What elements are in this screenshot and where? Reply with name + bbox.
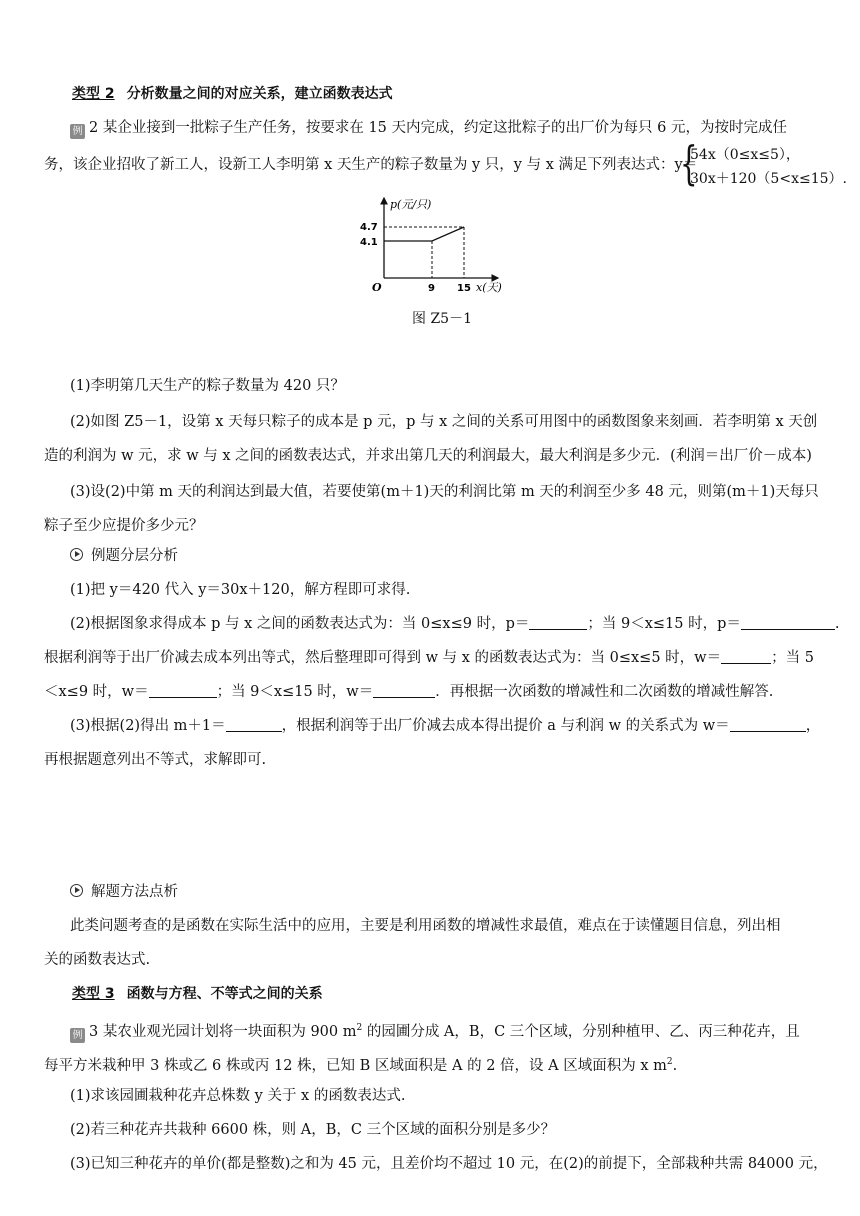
figure-caption: 图 Z5－1: [412, 311, 472, 327]
analysis-line: (2)根据图象求得成本 p 与 x 之间的函数表达式为：当 0≤x≤9 时，p＝ ；当 9＜x≤15 时，p＝ .: [70, 616, 840, 632]
graph-svg: [360, 194, 510, 294]
analysis-line: 再根据题意列出不等式，求解即可.: [44, 752, 267, 768]
analysis-heading-text: 例题分层分析: [91, 548, 178, 564]
analysis-text: 根据利润等于出厂价减去成本列出等式，然后整理即可得到 w 与 x 的函数表达式为：当 0≤x≤5 时，w＝: [44, 650, 722, 666]
section-heading: [72, 84, 848, 104]
analysis-text: (3)根据(2)得出 m＋1＝: [70, 718, 226, 734]
analysis-text: ；当 9＜x≤15 时，w＝: [216, 684, 374, 700]
question: (2)如图 Z5－1，设第 x 天每只粽子的成本是 p 元，p 与 x 之间的关系可用图中的函数图象来刻画．若李明第 x 天创: [70, 414, 818, 430]
question: (1)李明第几天生产的粽子数量为 420 只？: [70, 378, 345, 394]
play-circle-icon: [70, 548, 83, 561]
y-tick-label: 4.1: [360, 237, 378, 248]
answer-blank: [529, 615, 587, 630]
section-title: 函数与方程、不等式之间的关系: [126, 986, 323, 1002]
example-badge: 例: [70, 1028, 85, 1043]
answer-blank: [149, 683, 217, 698]
section-heading: [72, 984, 848, 1004]
origin-label: O: [372, 281, 382, 294]
analysis-text: ＜x≤9 时，w＝: [44, 684, 149, 700]
brace: {: [680, 136, 698, 190]
y-axis-label: p(元/只): [390, 198, 432, 211]
question: (2)若三种花卉共栽种 6600 株，则 A，B，C 三个区域的面积分别是多少？: [70, 1122, 556, 1138]
analysis-text: ．再根据一次函数的增减性和二次函数的增减性解答.: [435, 684, 774, 700]
example-text: 的园圃分成 A，B，C 三个区域，分别种植甲、乙、丙三种花卉，且: [362, 1023, 800, 1040]
method-line: 关的函数表达式.: [44, 952, 151, 968]
example-text: 2 某企业接到一批粽子生产任务，按要求在 15 天内完成，约定这批粽子的出厂价为每只 6 元，为按时完成任: [89, 120, 787, 136]
analysis-line: [44, 682, 820, 702]
cost-graph: [360, 194, 510, 298]
example-line: [70, 118, 846, 139]
method-line: 此类问题考查的是函数在实际生活中的应用，主要是利用函数的增减性求最值，难点在于读懂题目信息，列出相: [70, 918, 781, 934]
answer-blank: [721, 649, 771, 664]
x-tick-label: 15: [457, 283, 471, 294]
method-heading-text: 解题方法点析: [91, 884, 178, 900]
section-title: 分析数量之间的对应关系，建立函数表达式: [126, 86, 393, 102]
section-tag: 类型 3: [72, 986, 115, 1002]
superscript: 2: [356, 1023, 363, 1033]
question: 造的利润为 w 元，求 w 与 x 之间的函数表达式，并求出第几天的利润最大，最大利润是多少元．(利润＝出厂价－成本): [44, 448, 812, 464]
piece-two: 30x＋120（5<x≤15）.: [690, 171, 847, 187]
section-tag: 类型 2: [72, 86, 115, 102]
question: (3)设(2)中第 m 天的利润达到最大值，若要使第(m＋1)天的利润比第 m 天的利润至少多 48 元，则第(m＋1)天每只: [70, 484, 819, 500]
analysis-line: (3)根据(2)得出 m＋1＝ ，根据利润等于出厂价减去成本得出提价 a 与利润 w 的关系式为 w＝ ，: [70, 718, 821, 734]
question: 粽子至少应提价多少元？: [44, 518, 204, 534]
piece-one: 54x（0≤x≤5），: [690, 147, 800, 163]
example-text: 每平方米栽种甲 3 株或乙 6 株或丙 12 株，已知 B 区域面积是 A 的 2 倍，设 A 区域面积为 x m: [44, 1057, 667, 1074]
example-text: 3 某农业观光园计划将一块面积为 900 m: [89, 1023, 357, 1040]
answer-blank: [730, 717, 806, 732]
superscript: 2: [666, 1057, 673, 1067]
cost-line: [384, 227, 464, 241]
question: (3)已知三种花卉的单价(都是整数)之和为 45 元，且差价均不超过 10 元，在(2)的前提下，全部栽种共需 84000 元，: [70, 1156, 828, 1172]
analysis-text: (2)根据图象求得成本 p 与 x 之间的函数表达式为：当 0≤x≤9 时，p＝: [70, 616, 530, 632]
method-heading: [70, 882, 846, 902]
x-axis-label: x(天): [476, 281, 502, 294]
example-badge: 例: [70, 124, 85, 139]
analysis-text: ，根据利润等于出厂价减去成本得出提价 a 与利润 w 的关系式为 w＝: [281, 718, 730, 734]
analysis-heading: [70, 546, 846, 566]
question: (1)求该园圃栽种花卉总株数 y 关于 x 的函数表达式.: [70, 1088, 406, 1104]
answer-blank: [741, 615, 835, 630]
example-text: 务，该企业招收了新工人，设新工人李明第 x 天生产的粽子数量为 y 只，y 与 x 满足下列表达式：y＝: [44, 157, 698, 173]
play-circle-icon: [70, 884, 83, 897]
analysis-text: ；当 9＜x≤15 时，p＝: [587, 616, 741, 632]
analysis-line: [44, 648, 820, 668]
answer-blank: [226, 717, 282, 732]
example-line: [44, 1052, 820, 1076]
example-text: .: [672, 1057, 678, 1074]
example-line: [70, 1018, 846, 1043]
x-tick-label: 9: [428, 283, 435, 294]
answer-blank: [373, 683, 435, 698]
y-tick-label: 4.7: [360, 222, 378, 233]
analysis-text: ；当 5: [771, 650, 814, 666]
analysis-line: (1)把 y＝420 代入 y＝30x＋120，解方程即可求得.: [70, 582, 411, 598]
